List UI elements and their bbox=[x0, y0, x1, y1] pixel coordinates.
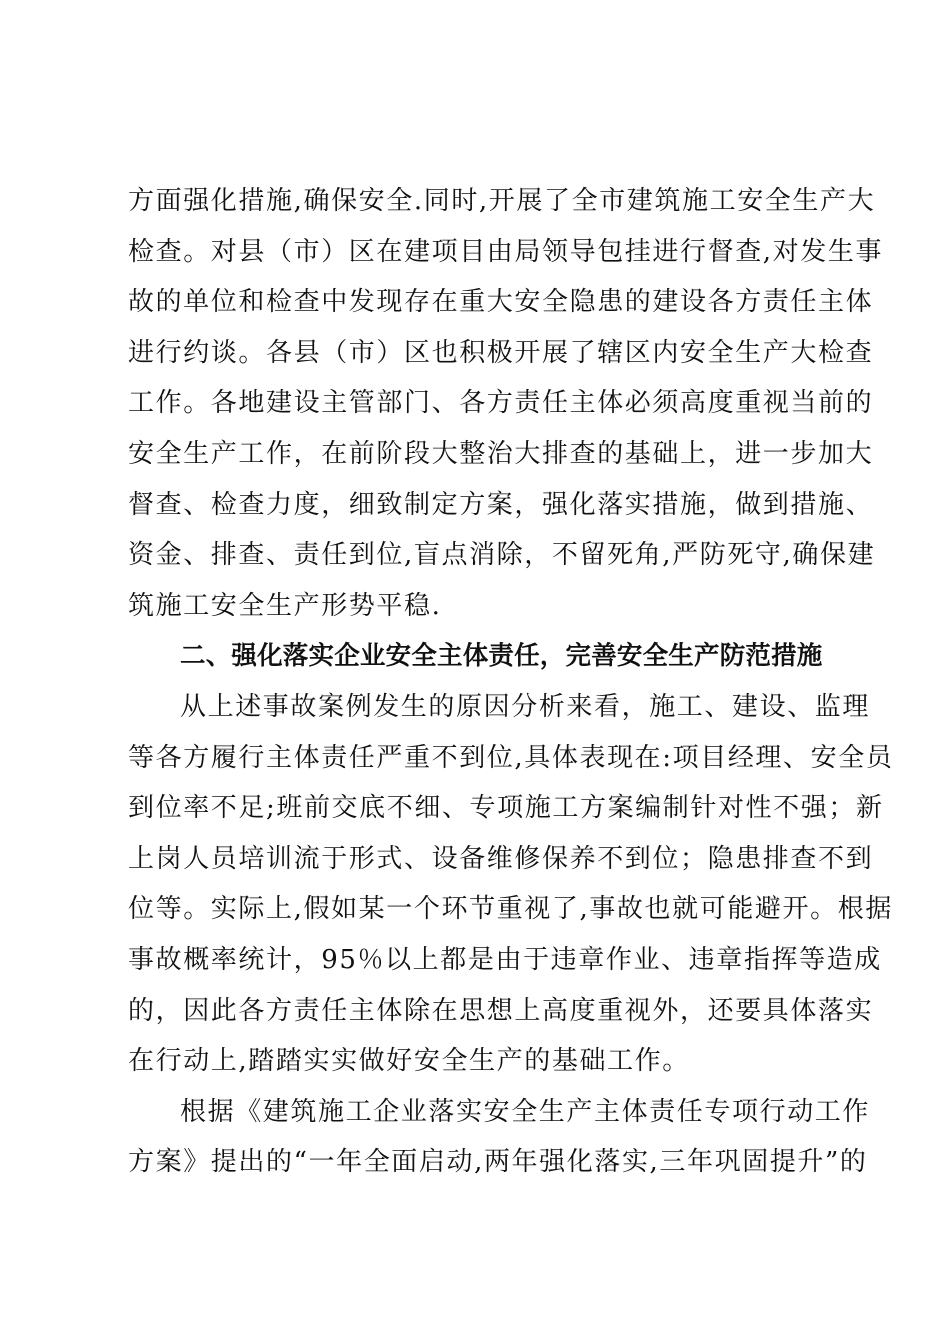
text-line: 根据《建筑施工企业落实安全生产主体责任专项行动工作 bbox=[180, 1096, 871, 1127]
paragraph-2 bbox=[128, 687, 894, 1092]
text-line: 故的单位和检查中发现存在重大安全隐患的建设各方责任主体 bbox=[128, 287, 874, 318]
text-line: 方案》提出的“一年全面启动,两年强化落实,三年巩固提升”的 bbox=[128, 1147, 868, 1178]
document-body bbox=[128, 181, 894, 1193]
text-line: 工作。各地建设主管部门、各方责任主体必须高度重视当前的 bbox=[128, 388, 874, 419]
text-line: 上岗人员培训流于形式、设备维修保养不到位；隐患排查不到 bbox=[128, 843, 874, 874]
text-line: 等各方履行主体责任严重不到位,具体表现在:项目经理、安全员 bbox=[128, 742, 894, 773]
text-line: 在行动上,踏踏实实做好安全生产的基础工作。 bbox=[128, 1046, 690, 1077]
section-heading: 二、强化落实企业安全主体责任，完善安全生产防范措施 bbox=[180, 641, 823, 672]
text-line: 督查、检查力度，细致制定方案，强化落实措施，做到措施、 bbox=[128, 489, 874, 520]
text-line: 方面强化措施,确保安全.同时,开展了全市建筑施工安全生产大 bbox=[128, 186, 876, 216]
text-line: 安全生产工作，在前阶段大整治大排查的基础上，进一步加大 bbox=[128, 438, 874, 469]
text-line: 位等。实际上,假如某一个环节重视了,事故也就可能避开。根据 bbox=[128, 894, 893, 925]
text-line: 到位率不足;班前交底不细、专项施工方案编制针对性不强；新 bbox=[128, 793, 884, 824]
text-line: 进行约谈。各县（市）区也积极开展了辖区内安全生产大检查 bbox=[128, 337, 874, 368]
text-line: 资金、排查、责任到位,盲点消除，不留死角,严防死守,确保建 bbox=[128, 540, 876, 571]
paragraph-3 bbox=[128, 1092, 871, 1193]
text-line: 的，因此各方责任主体除在思想上高度重视外，还要具体落实 bbox=[128, 995, 874, 1026]
text-line: 检查。对县（市）区在建项目由局领导包挂进行督查,对发生事 bbox=[128, 236, 884, 267]
text-line: 从上述事故案例发生的原因分析来看，施工、建设、监理 bbox=[180, 691, 871, 722]
paragraph-1 bbox=[128, 181, 884, 636]
text-line: 事故概率统计，95％以上都是由于违章作业、违章指挥等造成 bbox=[128, 944, 882, 975]
text-line: 筑施工安全生产形势平稳. bbox=[128, 590, 442, 621]
